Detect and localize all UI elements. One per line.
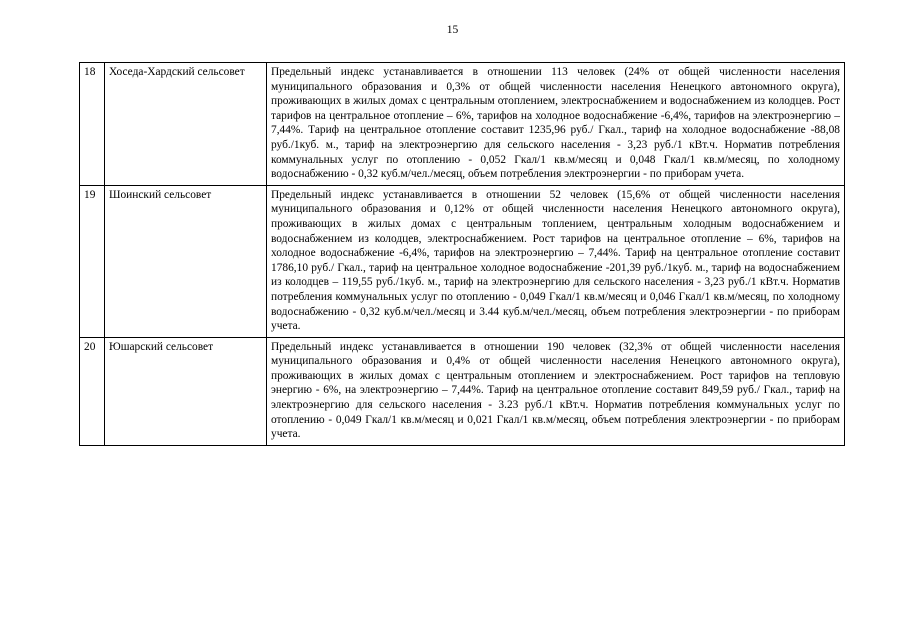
settlement-name: Шоинский сельсовет [105,185,267,337]
row-description: Предельный индекс устанавливается в отношении 52 человек (15,6% от общей численности населения муниципального образования и 0,12% от общей численности населения Ненецкого автономного округа), проживающих в жилых домах с центральным топлением, центральным холодным водоснабжением и водоснабжением из колодцев, электроснабжением. Рост тарифов на центральное отопление – 6%, тарифов на холодное водоснабжение -6,4%, тарифов на электроэнергию – 7,44%. Тариф на центральное отопление составит 1786,10 руб./ Гкал., тариф на центральное холодное водоснабжение -201,39 руб./1куб. м., тариф на водоснабжением из колодцев – 119,55 руб./1куб. м., тариф на электроэнергию для сельского населения - 3,23 руб./1 кВт.ч. Норматив потребления коммунальных услуг по отоплению - 0,049 Гкал/1 кв.м/месяц и 0,046 Гкал/1 кв.м/месяц, по холодному водоснабжению - 0,32 куб.м/чел./месяц и 3.44 куб.м/чел./месяц, объем потребления электроэнергии - по приборам учета. [267,185,845,337]
settlement-name: Юшарский сельсовет [105,337,267,445]
row-number: 20 [80,337,105,445]
table-row [80,63,845,186]
row-description: Предельный индекс устанавливается в отношении 190 человек (32,3% от общей численности населения муниципального образования и 0,4% от общей численности населения Ненецкого автономного округа), проживающих в жилых домах с центральным отоплением и электроснабжением. Рост тарифов на тепловую энергию - 6%, на электроэнергию – 7,44%. Тариф на центральное отопление составит 849,59 руб./ Гкал., тариф на электроэнергию для сельского населения - 3.23 руб./1 кВт.ч. Норматив потребления коммунальных услуг по отоплению - 0,049 Гкал/1 кв.м/месяц и 0,021 Гкал/1 кв.м/месяц, объем потребления электроэнергии - по приборам учета. [267,337,845,445]
settlement-name: Хоседа-Хардский сельсовет [105,63,267,186]
row-description: Предельный индекс устанавливается в отношении 113 человек (24% от общей численности населения муниципального образования и 0,3% от общей численности населения Ненецкого автономного округа), проживающих в жилых домах с центральным отоплением, электроснабжением и водоснабжением из колодцев. Рост тарифов на центральное отопление – 6%, тарифов на холодное водоснабжение -6,4%, тарифов на электроэнергию – 7,44%. Тариф на центральное отопление составит 1235,96 руб./ Гкал., тариф на холодное водоснабжение -88,08 руб./1куб. м., тариф на электроэнергию для сельского населения - 3,23 руб./1 кВт.ч. Норматив потребления коммунальных услуг по отоплению - 0,052 Гкал/1 кв.м/месяц и 0,048 Гкал/1 кв.м/месяц, по холодному водоснабжению - 0,32 куб.м/чел./месяц, объем потребления электроэнергии - по приборам учета. [267,63,845,186]
table-row [80,185,845,337]
row-number: 18 [80,63,105,186]
page-number: 15 [446,24,459,36]
row-number: 19 [80,185,105,337]
table-row [80,337,845,445]
settlements-table [79,62,845,446]
